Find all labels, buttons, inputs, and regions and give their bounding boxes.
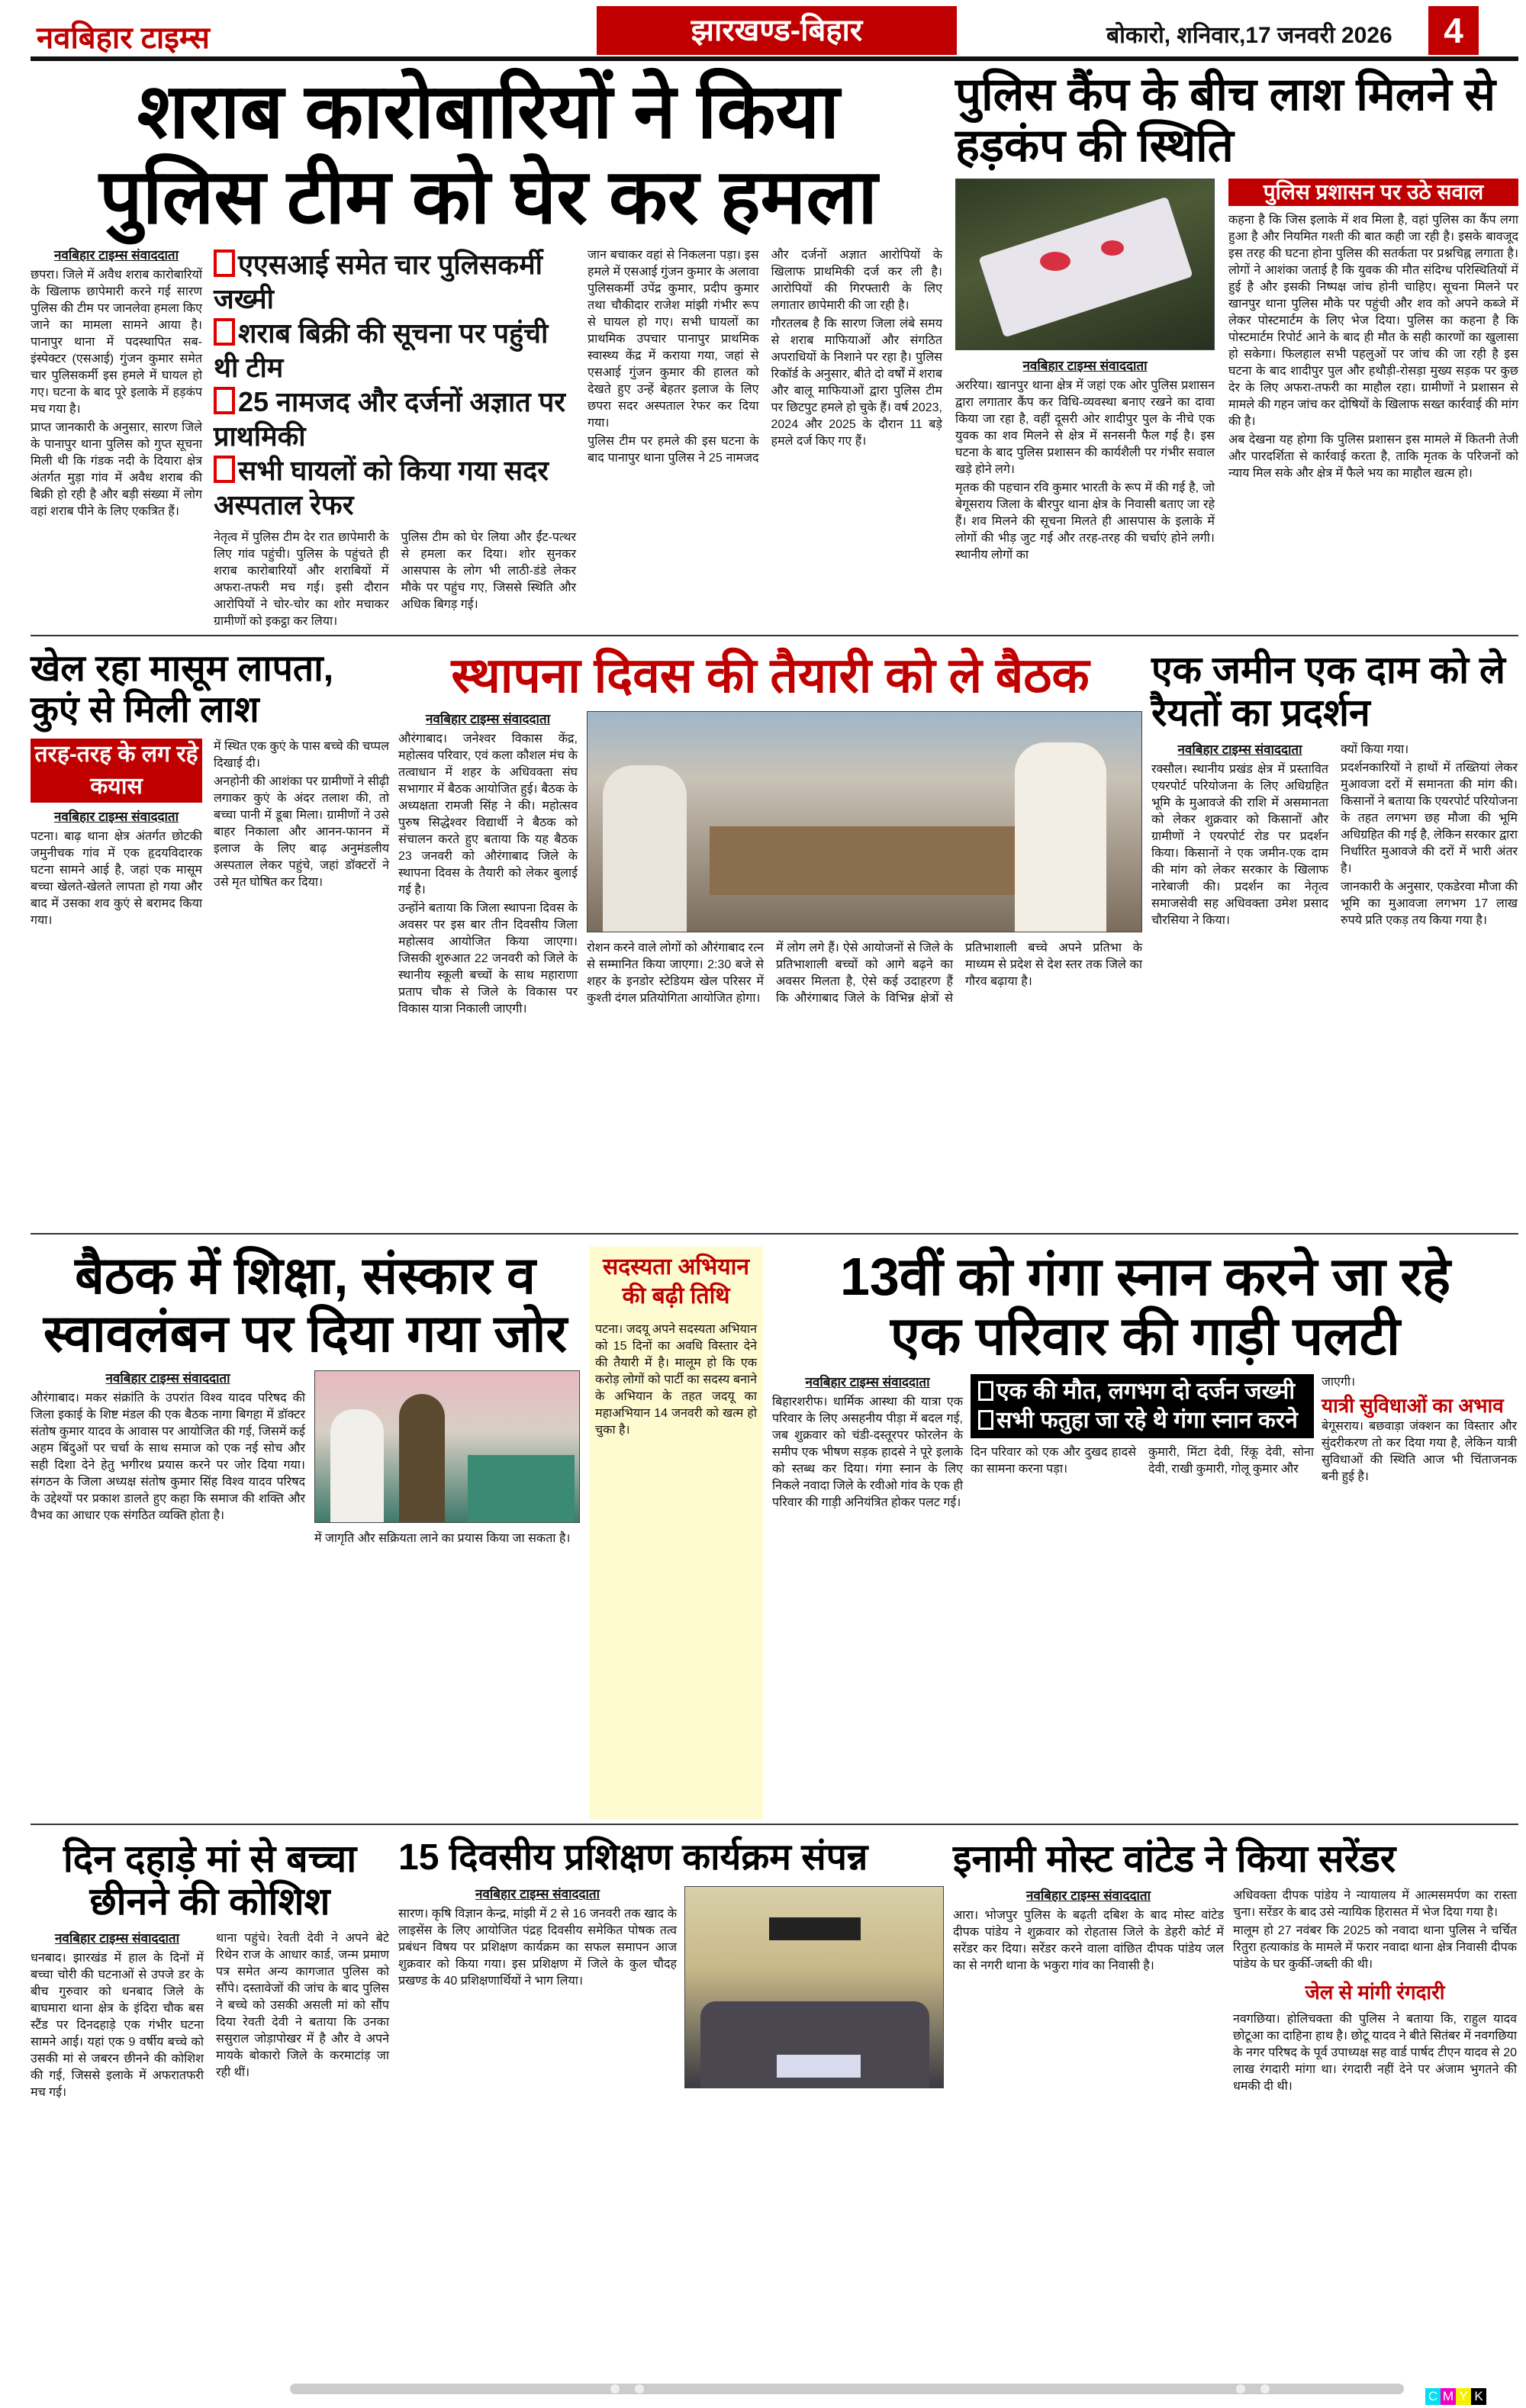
story2 [955,69,1518,565]
story8-col2 [971,1444,1314,1479]
story5-headline: एक जमीन एक दाम को ले रैयतों का प्रदर्शन [1151,649,1505,734]
story8-subhead: यात्री सुविधाओं का अभाव [1322,1393,1504,1417]
story2-headline: पुलिस कैंप के बीच लाश मिलने से हड़कंप की स्थिति [955,69,1495,172]
cmyk-c: C [1425,2388,1441,2405]
story2-col1 [955,358,1215,565]
story10-headline: 15 दिवसीय प्रशिक्षण कार्यक्रम संपन्न [398,1837,868,1878]
dateline: बोकारो, शनिवार,17 जनवरी 2026 [1106,23,1392,48]
section-lower [31,1239,1518,1819]
paragraph: रोशन करने वाले लोगों को औरंगाबाद रत्न से सम्मानित किया जाएगा। 2:30 बजे से शहर के इनडोर स्टेडियम खेल परिसर में कुश्ती दंगल प्रतियोगिता आयोजित होगा। [587,941,764,1005]
byline: नवबिहार टाइम्स संवाददाता [105,1371,230,1386]
story3 [31,649,389,931]
story9 [31,1837,389,2101]
bullet-box-icon [978,1410,993,1430]
story1-headline [31,69,946,240]
story10 [398,1837,944,2096]
paragraph: अब देखना यह होगा कि पुलिस प्रशासन इस मामले में कितनी तेजी और पारदर्शिता से कार्रवाई करता है, ताकि मृतक के परिजनों को न्याय मिल सके और क्षेत्र में फैले भय का माहौल खत्म हो। [1228,433,1518,481]
story7-body [595,1322,757,1441]
paragraph: रक्सौल। स्थानीय प्रखंड क्षेत्र में प्रस्तावित एयरपोर्ट परियोजना के लिए अधिग्रहित भूमि के मुआवजे की राशि में असमानता को लेकर शुक्रवार को किसानों और ग्रामीणों ने एयरपोर्ट रोड पर प्रदर्शन किया। किसानों ने एक जमीन-एक दाम की मांग को लेकर सरकार के खिलाफ नारेबाजी की। प्रदर्शन का नेतृत्व समाजसेवी सह अधिवक्ता उमेश प्रसाद चौरसिया ने किया। [1151,763,1328,927]
paragraph: सारण। कृषि विज्ञान केन्द्र, मांझी में 2 से 16 जनवरी तक खाद के लाइसेंस के लिए आयोजित पंद्रह दिवसीय समेकित पोषक तत्व प्रबंधन विषय पर प्रशिक्षण कार्यक्रम का सफल समापन आज शुक्रवार को किया गया। इस प्रशिक्षण में जिले के कुल चौदह प्रखण्ड के 40 प्रशिक्षणार्थियों ने भाग लिया। [398,1907,677,1988]
headline-line: सदस्यता अभियान [602,1254,750,1280]
paragraph: में जागृति और सक्रियता लाने का प्रयास किया जा सकता है। [314,1532,571,1546]
story8-headline [772,1247,1518,1367]
registration-bar [290,2384,1404,2394]
story6 [31,1247,580,1549]
bullet-box-icon [214,456,235,483]
byline: नवबिहार टाइम्स संवाददाता [1022,359,1148,374]
headline-line: स्वावलंबन पर दिया गया जोर [43,1305,568,1363]
headline-line: शराब कारोबारियों ने किया [137,69,840,154]
section-label: झारखण्ड-बिहार [597,6,957,55]
paragraph: धनबाद। झारखंड में हाल के दिनों में बच्चा चोरी की घटनाओं से उपजे डर के बीच गुरुवार को धनबाद जिले के बाघमारा थाना क्षेत्र के इंदिरा चौक बस स्टैंड पर दिनदहाड़े एक गंभीर घटना सामने आई। यहां एक 9 वर्षीय बच्चे को उसकी मां से जबरन छीनने की कोशिश की गई, जिससे इलाके में अफरातफरी मच गई। [31,1952,204,2099]
story3-col1 [31,809,202,931]
story1-col3 [588,247,942,467]
paragraph: गौरतलब है कि सारण जिला लंबे समय से शराब माफियाओं और संगठित अपराधियों के निशाने पर रहा है। पुलिस रिकॉर्ड के अनुसार, बीते दो वर्षों में शराब और बालू माफियाओं द्वारा पुलिस टीम पर छिटपुट हमले हो चुके हैं। वर्ष 2023, 2024 और 2025 के दौरान 11 बड़े हमले दर्ज किए गए हैं। [771,317,942,448]
story11-col1 [953,1888,1224,1976]
headline-line: 13वीं को गंगा स्नान करने जा रहे [839,1247,1451,1306]
story11-headline: इनामी मोस्ट वांटेड ने किया सरेंडर [953,1837,1396,1880]
paragraph: छपरा। जिले में अवैध शराब कारोबारियों के खिलाफ छापेमारी करने गई सारण पुलिस की टीम पर जानलेवा हमला किए जाने का मामला सामने आया है। पानापुर थाना में पदस्थापित सब-इंस्पेक्टर (एसआई) गुंजन कुमार समेत चार पुलिसकर्मी इस हमले में घायल हो गए। घटना के बाद पूरे इलाके में हड़कंप मच गया है। [31,269,202,416]
paragraph: अधिवक्ता दीपक पांडेय ने न्यायालय में आत्मसमर्पण का रास्ता चुना। सरेंडर के बाद उसे न्यायिक हिरासत में भेज दिया गया है। [1233,1889,1517,1919]
paragraph: मृतक की पहचान रवि कुमार भारती के रूप में की गई है, जो बेगूसराय जिला के बीरपुर थाना क्षेत्र के निवासी बताए जा रहे हैं। शव मिलने की सूचना मिलते ही आसपास के इलाके में लोगों की भीड़ जुट गई और तरह-तरह की चर्चाएं होने लगी। स्थानीय लोगों का [955,481,1215,562]
paragraph: जानकारी के अनुसार, एकडेरवा मौजा की भूमि का मुआवजा लगभग 17 लाख रुपये प्रति एकड़ तय किया गया है। [1341,880,1518,927]
paragraph: प्राप्त जानकारी के अनुसार, सारण जिले के पानापुर थाना पुलिस को गुप्त सूचना मिली थी कि गंडक नदी के दियारा क्षेत्र अंतर्गत मुड़ा गांव में अवैध शराब की बिक्री हो रही है और बड़ी संख्या में लोग वहां शराब पीने के लिए एकत्रित हैं। [31,421,202,518]
byline: नवबिहार टाइम्स संवाददाता [1025,1888,1151,1903]
story3-subhead: तरह-तरह के लग रहे कयास [31,739,202,803]
story1 [31,69,946,630]
story6-headline [31,1247,580,1363]
membership-box [589,1247,763,1819]
story5-body [1151,742,1518,931]
paragraph: में स्थित एक कुएं के पास बच्चे की चप्पल दिखाई दी। [214,739,389,770]
byline: नवबिहार टाइम्स संवाददाता [53,248,179,262]
paragraph: पटना। बाढ़ थाना क्षेत्र अंतर्गत छोटकी जमुनीचक गांव में एक हृदयविदारक घटना सामने आई है, जहां एक मासूम बच्चा खेलते-खेलते लापता हो गया और बाद में उसका शव कुएं से बरामद किया गया। [31,829,202,927]
paragraph: प्रदर्शनकारियों ने हाथों में तख्तियां लेकर मुआवजा दरों में समानता की मांग की। किसानों ने बताया कि एयरपोर्ट परियोजना के तहत लगभग छह मौजा की भूमि अधिग्रहित की गई है, लेकिन सरकार द्वारा निर्धारित मुआवजे की दरों में भारी अंतर है। [1341,761,1518,875]
paragraph: औरंगाबाद। मकर संक्रांति के उपरांत विश्व यादव परिषद की जिला इकाई के शिष्ट मंडल की एक बैठक नागा बिगहा में डॉक्टर संतोष कुमार यादव के आवास पर आयोजित की गई, जिसमें कई अहम बिंदुओं पर चर्चा के साथ समाज को एक नई सोच और सही दिशा देने हेतु भगीरथ प्रयास करने पर जोर दिया गया। संगठन के जिला अध्यक्ष संतोष कुमार सिंह विश्व यादव परिषद के उद्देश्यों पर प्रकाश डालते हुए कहा कि समाज की शक्ति और वैभव का आधार एक संगठित व्यक्ति होता है। [31,1392,305,1523]
paragraph: बिहारशरीफ। धार्मिक आस्था की यात्रा एक परिवार के लिए असहनीय पीड़ा में बदल गई, जब शुक्रवार को चंडी-दस्तूरपर फोरलेन के समीप एक भीषण सड़क हादसे ने पूरे इलाके को स्तब्ध कर दिया। गंगा स्नान के लिए निकले नवादा जिले के रवीओ गांव के एक ही परिवार की गाड़ी अनियंत्रित होकर पलट गई। [772,1395,963,1509]
paragraph: पुलिस टीम को घेर लिया और ईंट-पत्थर से हमला कर दिया। शोर सुनकर आसपास के लोग भी लाठी-डंडे लेकर मौके पर पहुंच गए, जिससे स्थिति और अधिक बिगड़ गई। [401,531,576,611]
paragraph: थाना पहुंचे। रेवती देवी ने अपने बेटे रिथेन राज के आधार कार्ड, जन्म प्रमाण पत्र समेत अन्य कागजात पुलिस को सौंपे। दस्तावेजों की जांच के बाद पुलिस ने बच्चे को उसकी असली मां को सौंप दिया रेवती देवी ने बताया कि उनका ससुराल जोड़ापोखर में है और वे अपने मायके बोकारो जिले के करमाटांड़ जा रही थीं। [216,1932,389,2079]
paragraph: कुमारी, मिंटा देवी, रिंकू देवी, सोना देवी, राखी कुमारी, गोलू कुमार और [1148,1445,1314,1476]
paragraph: औरंगाबाद। जनेश्वर विकास केंद्र, महोत्सव परिवार, एवं कला कौशल मंच के तत्वाधान में शहर के अधिवक्ता संघ सभागार में बैठक आयोजित हुई। बैठक के अध्यक्षता रामजी सिंह ने की। महोत्सव पुरुष सिद्धेश्वर विद्यार्थी ने बैठक को संचालन करते हुए बताया कि यह बैठक 23 जनवरी को औरंगाबाद जिले के स्थापना दिवस के तैयारी को लेकर बुलाई गई है। [398,732,578,897]
story2-subhead: पुलिस प्रशासन पर उठे सवाल [1228,179,1518,206]
story4 [398,649,1142,1019]
divider [31,635,1518,636]
registration-dot [610,2384,620,2394]
story11 [953,1837,1517,2097]
body-on-grass-photo [955,179,1215,350]
story1-highlights [214,247,576,522]
highlight: शराब बिक्री की सूचना पर पहुंची थी टीम [214,317,549,383]
training-group-photo [684,1886,944,2088]
byline: नवबिहार टाइम्स संवाददाता [475,1886,600,1901]
story10-body [398,1886,677,1991]
headline-line: एक परिवार की गाड़ी पलटी [890,1306,1401,1367]
registration-dot [1236,2384,1245,2394]
story1-col1 [31,247,202,522]
bullet-box-icon [214,318,235,346]
paragraph: उन्होंने बताया कि जिला स्थापना दिवस के अवसर पर इस बार तीन दिवसीय जिला महोत्सव आयोजित किया जाएगा। जिसकी शुरुआत 22 जनवरी को जिले के स्थानीय स्कूली बच्चों के साथ महाराणा प्रताप चौक से जिले के विकास पर विकास यात्रा निकाली जाएगी। [398,901,578,1016]
paper-name: नवबिहार टाइम्स [37,21,210,55]
headline-line: पुलिस टीम को घेर कर हमला [98,154,878,240]
byline: नवबिहार टाइम्स संवाददाता [54,1931,180,1946]
cmyk-m: M [1441,2388,1456,2405]
story8-col1 [772,1374,963,1513]
story11-subhead: जेल से मांगी रंगदारी [1305,1981,1445,2004]
story11-col2 [1233,1888,1517,2097]
paragraph: आरा। भोजपुर पुलिस के बढ़ती दबिश के बाद मोस्ट वांटेड दीपक पांडेय ने शुक्रवार को रोहतास जिले के डेहरी कोर्ट में सरेंडर कर दिया। सरेंडर करने वाला वांछित दीपक पांडेय जल का से नगरी थाना के भकुरा गांव का निवासी है। [953,1909,1224,1972]
paragraph: में लोग लगे हैं। ऐसे आयोजनों से जिले के प्रतिभाशाली बच्चों को आगे बढ़ने का अवसर मिलता है, ऐसे कई उदाहरण हैं कि औरंगाबाद जिले के विभिन्न क्षेत्रों से प्रतिभाशाली बच्चे अपने प्रतिभा के माध्यम से प्रदेश से देश स्तर तक जिले का गौरव बढ़ाया है। [776,941,1142,1005]
story3-col2 [214,739,389,893]
story9-body [31,1930,389,2101]
story6-col1 [31,1370,305,1526]
page-number: 4 [1428,6,1479,55]
meeting-photo [587,711,1142,932]
highlight: 25 नामजद और दर्जनों अज्ञात पर प्राथमिकी [214,386,565,452]
bullet-box-icon [214,387,235,414]
bullet-box-icon [214,249,235,277]
paragraph: कहना है कि जिस इलाके में शव मिला है, वहां पुलिस का कैंप लगा हुआ है और नियमित गश्ती की बात कही जा रही है। इसके बावजूद इस तरह की घटना होना पुलिस की सतर्कता पर प्रश्नचिह्न लगाता है। लोगों ने आशंका जताई है कि युवक की मौत संदिग्ध परिस्थितियों में हुई है और इसकी निष्पक्ष जांच होनी चाहिए। सूचना मिलने पर खानपुर थाना पुलिस मौके पर पहुंची और शव को अपने कब्जे में लेकर पोस्टमार्टम के लिए भेज दिया। पुलिस का कहना है कि पोस्टमार्टम रिपोर्ट आने के बाद ही मौत के सही कारणों का खुलासा हो सकेगा। फिलहाल सभी पहलुओं पर जांच की जा रही है इस घटना के बाद शादीपुर पुल और हथौड़ी-रोसड़ा मुख्य सड़क पर कुछ देर के लिए अफरा-तफरी का माहौल रहा। ग्रामीणों ने प्रशासन से मामले की गहन जांच कर दोषियों के खिलाफ सख्त कार्रवाई की मांग की है। [1228,214,1518,429]
byline: नवबिहार टाइम्स संवाददाता [53,809,179,824]
paragraph: जाएगी। [1322,1375,1356,1389]
footer [31,2377,1518,2408]
story2-col2 [1228,212,1518,484]
headline-line: बैठक में शिक्षा, संस्कार व [75,1247,536,1305]
cmyk-k: K [1471,2388,1486,2405]
story4-col2 [587,940,1142,1007]
story3-headline: खेल रहा मासूम लापता, कुएं से मिली लाश [31,649,334,730]
story5 [1151,649,1518,931]
section-middle [31,641,1518,1228]
paragraph: बेगूसराय। बछवाड़ा जंक्शन का विस्तार और सुंदरीकरण तो कर दिया गया है, लेकिन यात्री सुविधाओं की स्थिति आज भी चिंताजनक बनी हुई है। [1322,1419,1517,1483]
paragraph: नेतृत्व में पुलिस टीम देर रात छापेमारी के लिए गांव पहुंची। पुलिस के पहुंचते ही शराब कारोबारियों और शराबियों में अफरा-तफरी मच गई। इसी दौरान आरोपियों ने चोर-चोर का शोर मचाकर ग्रामीणों को इकट्ठा कर लिया। [214,531,389,628]
paragraph: मालूम हो 27 नवंबर कि 2025 को नवादा थाना पुलिस ने चर्चित रितुरा हत्याकांड के मामले में फरार नवादा थाना क्षेत्र निवासी दीपक पांडेय के घर कुर्की-जब्ती की थी। [1233,1924,1517,1971]
divider [31,1233,1518,1235]
paragraph: पटना। जदयू अपने सदस्यता अभियान को 15 दिनों का अवधि विस्तार देने की तैयारी में है। मालूम हो कि एक करोड़ लोगों को पार्टी का सदस्य बनाने के अभियान के तहत जदयू का महाअभियान 14 जनवरी को खत्म हो चुका है। [595,1323,757,1437]
bullet-box-icon [978,1381,993,1401]
headline-line: छीनने की कोशिश [89,1880,330,1923]
divider [31,1824,1518,1825]
story8 [772,1247,1518,1513]
highlight: एएसआई समेत चार पुलिसकर्मी जख्मी [214,249,542,314]
story7-headline [595,1253,757,1311]
paragraph: क्यों किया गया। [1341,743,1409,756]
headline-line: दिन दहाड़े मां से बच्चा [63,1837,357,1880]
byline: नवबिहार टाइम्स संवाददाता [1177,742,1302,757]
byline: नवबिहार टाइम्स संवाददाता [425,711,551,726]
registration-dot [635,2384,644,2394]
story1-col2 [214,530,576,630]
headline-line: की बढ़ी तिथि [622,1283,730,1309]
paragraph: जान बचाकर वहां से निकलना पड़ा। इस हमले में एसआई गुंजन कुमार के अलावा पुलिसकर्मी उपेंद्र कुमार, प्रदीप कुमार तथा चौकीदार राजेश मांझी गंभीर रूप से घायल हो गए। सभी घायलों का प्राथमिक उपचार पानापुर प्राथमिक स्वास्थ्य केंद्र में कराया गया, जहां से एसआई गुंजन कुमार की हालत को देखते हुए उन्हें बेहतर इलाज के लिए छपरा सदर अस्पताल रेफर कर दिया गया। [588,249,759,430]
cmyk-y: Y [1456,2388,1471,2405]
section-top [31,61,1518,630]
story9-headline [31,1837,389,1923]
masthead [31,0,1518,56]
paragraph: अनहोनी की आशंका पर ग्रामीणों ने सीढ़ी लगाकर कुएं के अंदर तलाश की, तो बच्चा पानी में डूबा मिला। ग्रामीणों ने उसे बाहर निकाला और आनन-फानन में इलाज के लिए बाढ़ अनुमंडलीय अस्पताल लेकर पहुंचे, जहां डॉक्टरों ने उसे मृत घोषित कर दिया। [214,774,389,889]
cmyk-marks [1425,2388,1486,2405]
paragraph: नवगछिया। होलिचक्ता की पुलिस ने बताया कि, राहुल यादव छोटूआ का दाहिना हाथ है। छोटू यादव ने बीते सितंबर में नवगछिया के नगर परिषद के पूर्व उपाध्यक्ष सह वार्ड पार्षद टीएन यादव से 20 लाख रंगदारी मांगा था। रंगदारी नहीं देने पर अंजाम भुगतने की धमकी दी थी। [1233,2013,1517,2093]
story6-col2 [314,1531,580,1549]
highlight: एक की मौत, लगभग दो दर्जन जख्मी [996,1378,1296,1404]
paragraph: अररिया। खानपुर थाना क्षेत्र में जहां एक ओर पुलिस प्रशासन द्वारा लगातार कैंप कर विधि-व्यवस्था बनाए रखने का दावा किया जा रहा है, वहीं दूसरी ओर शादीपुर पुल के नीचे एक युवक का शव मिलने से क्षेत्र में सनसनी फैल गई है। इस घटना के बाद पुलिस प्रशासन की कार्यशैली पर गंभीर सवाल खड़े होने लगे। [955,379,1215,477]
story8-col3 [1322,1374,1517,1487]
story4-headline: स्थापना दिवस की तैयारी को ले बैठक [451,648,1090,703]
section-bottom [31,1830,1518,2371]
registration-dot [1260,2384,1270,2394]
highlight: सभी फतुहा जा रहे थे गंगा स्नान करने [996,1407,1298,1433]
story8-highlights [971,1374,1314,1438]
byline: नवबिहार टाइम्स संवाददाता [805,1374,930,1389]
paragraph: दिन परिवार को एक और दुखद हादसे का सामना करना पड़ा। [971,1445,1136,1476]
meeting-photo [314,1370,580,1523]
paragraph: पुलिस टीम पर हमले की इस घटना के बाद पानापुर थाना पुलिस ने 25 नामजद और दर्जनों अज्ञात आरोपियों के खिलाफ प्राथमिकी दर्ज कर ली है। आरोपियों की गिरफ्तारी के लिए लगातार छापेमारी की जा रही है। [588,249,942,465]
story4-col1 [398,711,578,1019]
highlight: सभी घायलों को किया गया सदर अस्पताल रेफर [214,455,549,520]
